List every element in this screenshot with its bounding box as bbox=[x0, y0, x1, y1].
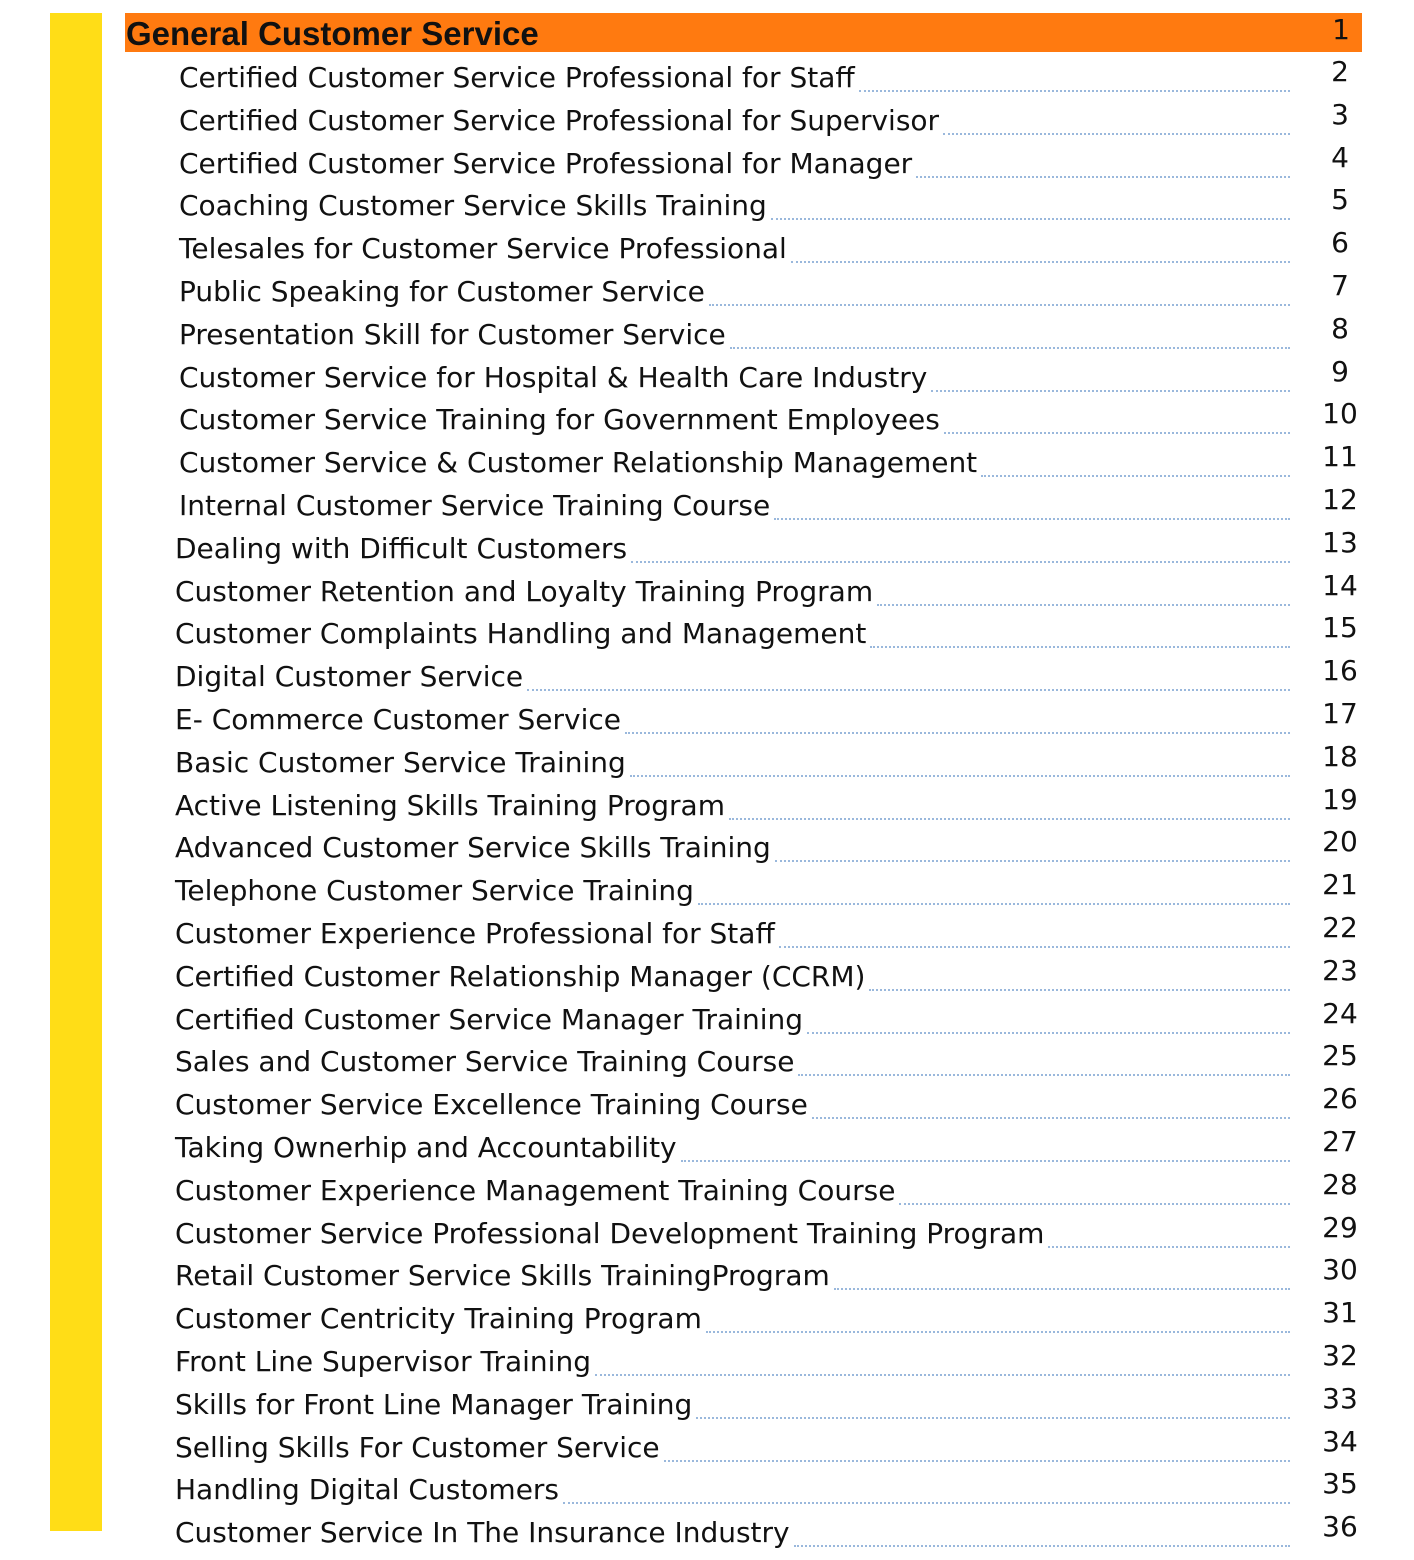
toc-entry-page-number: 18 bbox=[1322, 739, 1358, 773]
toc-entry-page-number: 7 bbox=[1331, 269, 1349, 302]
toc-entry[interactable] bbox=[0, 311, 1414, 355]
toc-dot-leader bbox=[943, 133, 1290, 135]
toc-dot-leader bbox=[870, 646, 1290, 648]
toc-entry[interactable] bbox=[0, 1510, 1414, 1553]
toc-dot-leader bbox=[916, 176, 1290, 178]
toc-entry-page-number: 32 bbox=[1322, 1339, 1358, 1372]
toc-entry-title: Customer Experience Professional for Staff bbox=[175, 917, 775, 950]
toc-dot-leader bbox=[625, 732, 1290, 734]
toc-entry-title: Certified Customer Relationship Manager (CCRM) bbox=[175, 959, 866, 993]
toc-entry-title: Customer Service Excellence Training Course bbox=[175, 1088, 808, 1122]
toc-dot-leader bbox=[709, 304, 1290, 306]
toc-dot-leader bbox=[696, 1417, 1290, 1419]
toc-entry-page-number: 4 bbox=[1331, 140, 1349, 174]
toc-dot-leader bbox=[681, 1160, 1290, 1162]
toc-entry-title: Customer Centricity Training Program bbox=[175, 1302, 702, 1336]
toc-entry-page-number: 30 bbox=[1322, 1253, 1358, 1287]
toc-entry-title: Advanced Customer Service Skills Training bbox=[175, 831, 771, 865]
toc-entry[interactable] bbox=[0, 1296, 1414, 1339]
toc-entry-page-number: 20 bbox=[1322, 825, 1358, 859]
toc-entry[interactable] bbox=[0, 140, 1414, 184]
toc-entry[interactable] bbox=[0, 611, 1414, 654]
toc-entry-page-number: 10 bbox=[1322, 397, 1358, 431]
toc-entry-page-number: 13 bbox=[1322, 525, 1358, 559]
toc-dot-leader bbox=[812, 1117, 1290, 1119]
toc-entry-page-number: 35 bbox=[1322, 1467, 1358, 1501]
toc-entry-page-number: 6 bbox=[1331, 226, 1349, 260]
toc-entry[interactable] bbox=[0, 782, 1414, 826]
toc-entry-page-number: 2 bbox=[1331, 55, 1349, 88]
toc-dot-leader bbox=[527, 689, 1290, 691]
toc-entry[interactable] bbox=[0, 911, 1414, 954]
toc-entry-title: Customer Service Training for Government Employees bbox=[179, 403, 940, 437]
toc-dot-leader bbox=[877, 604, 1290, 606]
toc-entry[interactable] bbox=[0, 226, 1414, 269]
toc-entry-title: Customer Retention and Loyalty Training Program bbox=[175, 574, 874, 608]
toc-entry-title: Front Line Supervisor Training bbox=[175, 1345, 591, 1378]
toc-entry-title: Coaching Customer Service Skills Training bbox=[179, 189, 767, 223]
toc-entry-title: Taking Ownerhip and Accountability bbox=[175, 1131, 677, 1164]
toc-entry[interactable] bbox=[0, 97, 1414, 141]
toc-entry-page-number: 33 bbox=[1322, 1381, 1358, 1415]
toc-dot-leader bbox=[794, 1545, 1290, 1547]
toc-entry[interactable] bbox=[0, 953, 1414, 997]
toc-dot-leader bbox=[730, 347, 1290, 349]
toc-entry-title: Presentation Skill for Customer Service bbox=[179, 317, 726, 351]
toc-entry[interactable] bbox=[0, 739, 1414, 783]
toc-entry[interactable] bbox=[0, 1339, 1414, 1382]
toc-entry-title: Retail Customer Service Skills TrainingProgram bbox=[175, 1259, 830, 1293]
toc-entry-title: Skills for Front Line Manager Training bbox=[175, 1387, 693, 1421]
toc-entry-title: Customer Service & Customer Relationship Management bbox=[179, 446, 978, 480]
toc-entry-page-number: 17 bbox=[1322, 697, 1358, 730]
toc-dot-leader bbox=[630, 775, 1290, 777]
section-page-number: 1 bbox=[1332, 13, 1350, 46]
toc-entry-page-number: 25 bbox=[1322, 1039, 1358, 1073]
toc-entry[interactable] bbox=[0, 183, 1414, 226]
toc-dot-leader bbox=[729, 818, 1290, 820]
toc-entry-page-number: 31 bbox=[1322, 1296, 1358, 1330]
toc-dot-leader bbox=[944, 432, 1290, 434]
toc-entry[interactable] bbox=[0, 1467, 1414, 1510]
toc-entry[interactable] bbox=[0, 697, 1414, 740]
toc-entry[interactable] bbox=[0, 397, 1414, 440]
toc-dot-leader bbox=[595, 1374, 1290, 1376]
toc-entry-page-number: 21 bbox=[1322, 868, 1358, 902]
toc-entry-page-number: 15 bbox=[1322, 611, 1358, 645]
toc-entry-page-number: 22 bbox=[1322, 911, 1358, 944]
toc-entry-page-number: 36 bbox=[1322, 1510, 1358, 1544]
toc-entry[interactable] bbox=[0, 269, 1414, 312]
toc-entry-page-number: 14 bbox=[1322, 568, 1358, 602]
toc-dot-leader bbox=[798, 1074, 1290, 1076]
toc-entry[interactable] bbox=[0, 996, 1414, 1040]
toc-entry[interactable] bbox=[0, 1210, 1414, 1254]
toc-entry-title: Digital Customer Service bbox=[175, 660, 524, 694]
toc-dot-leader bbox=[698, 903, 1290, 905]
toc-entry-page-number: 12 bbox=[1322, 483, 1358, 516]
toc-entry-title: Public Speaking for Customer Service bbox=[179, 275, 705, 308]
toc-entry[interactable] bbox=[0, 1381, 1414, 1425]
toc-entry-page-number: 16 bbox=[1322, 654, 1358, 688]
toc-dot-leader bbox=[1048, 1246, 1290, 1248]
toc-dot-leader bbox=[631, 561, 1290, 563]
toc-entry[interactable] bbox=[0, 354, 1414, 398]
toc-entry-page-number: 28 bbox=[1322, 1167, 1358, 1201]
toc-entry-title: Customer Service Professional Development Training Program bbox=[175, 1216, 1045, 1250]
toc-entry-page-number: 23 bbox=[1322, 953, 1358, 987]
toc-entry-page-number: 11 bbox=[1322, 440, 1358, 474]
toc-entry-page-number: 8 bbox=[1331, 311, 1349, 345]
toc-entry-title: Handling Digital Customers bbox=[175, 1473, 560, 1507]
toc-entry-title: Customer Service In The Insurance Industry bbox=[175, 1516, 790, 1550]
toc-entry-title: Telesales for Customer Service Professional bbox=[179, 232, 787, 266]
toc-dot-leader bbox=[981, 475, 1290, 477]
toc-entry[interactable] bbox=[0, 1253, 1414, 1296]
toc-dot-leader bbox=[807, 1032, 1290, 1034]
toc-entry[interactable] bbox=[0, 1424, 1414, 1468]
toc-entry[interactable] bbox=[0, 654, 1414, 697]
toc-entry-page-number: 26 bbox=[1322, 1082, 1358, 1116]
toc-entry-title: Certified Customer Service Professional for Manager bbox=[179, 146, 913, 180]
toc-dot-leader bbox=[664, 1460, 1290, 1462]
toc-entry[interactable] bbox=[0, 825, 1414, 868]
toc-entry-title: E- Commerce Customer Service bbox=[175, 703, 621, 736]
section-title: General Customer Service bbox=[126, 15, 539, 52]
toc-dot-leader bbox=[774, 518, 1290, 520]
toc-dot-leader bbox=[931, 390, 1290, 392]
toc-entry[interactable] bbox=[0, 1082, 1414, 1125]
toc-dot-leader bbox=[563, 1502, 1290, 1504]
toc-entry-title: Certified Customer Service Manager Training bbox=[175, 1002, 803, 1036]
toc-entry-title: Customer Service for Hospital & Health Care Industry bbox=[179, 360, 928, 394]
toc-entry-page-number: 9 bbox=[1331, 354, 1349, 388]
toc-entry[interactable] bbox=[0, 568, 1414, 612]
toc-entry-page-number: 34 bbox=[1322, 1424, 1358, 1458]
toc-entry[interactable] bbox=[0, 440, 1414, 483]
toc-entry[interactable] bbox=[0, 55, 1414, 98]
toc-dot-leader bbox=[775, 860, 1290, 862]
toc-entry-page-number: 5 bbox=[1331, 183, 1349, 217]
toc-dot-leader bbox=[834, 1288, 1290, 1290]
toc-entry-page-number: 19 bbox=[1322, 782, 1358, 816]
toc-entry-title: Customer Experience Management Training Course bbox=[175, 1173, 896, 1207]
toc-entry-page-number: 24 bbox=[1322, 996, 1358, 1030]
toc-entry-title: Sales and Customer Service Training Course bbox=[175, 1045, 795, 1079]
toc-dot-leader bbox=[899, 1203, 1290, 1205]
toc-entry[interactable] bbox=[0, 1039, 1414, 1082]
toc-entry-title: Dealing with Difficult Customers bbox=[175, 531, 628, 565]
toc-entry[interactable] bbox=[0, 1167, 1414, 1211]
toc-dot-leader bbox=[771, 218, 1290, 220]
toc-entry-title: Telephone Customer Service Training bbox=[175, 874, 694, 908]
toc-entry-title: Selling Skills For Customer Service bbox=[175, 1430, 660, 1464]
toc-entry-page-number: 27 bbox=[1322, 1125, 1358, 1158]
toc-entry-page-number: 29 bbox=[1322, 1210, 1358, 1244]
toc-entry-title: Certified Customer Service Professional for Staff bbox=[179, 61, 855, 94]
toc-entry-title: Basic Customer Service Training bbox=[175, 745, 626, 779]
toc-entry-title: Internal Customer Service Training Course bbox=[179, 489, 771, 522]
toc-dot-leader bbox=[791, 261, 1290, 263]
toc-dot-leader bbox=[706, 1331, 1290, 1333]
toc-entry-page-number: 3 bbox=[1331, 97, 1349, 131]
toc-dot-leader bbox=[779, 946, 1290, 948]
toc-entry-title: Customer Complaints Handling and Management bbox=[175, 617, 867, 651]
toc-entry[interactable] bbox=[0, 483, 1414, 526]
toc-entry[interactable] bbox=[0, 868, 1414, 911]
toc-dot-leader bbox=[859, 90, 1290, 92]
toc-entry-title: Certified Customer Service Professional for Supervisor bbox=[179, 103, 940, 137]
toc-entry[interactable] bbox=[0, 525, 1414, 569]
toc-entry-title: Active Listening Skills Training Program bbox=[175, 788, 725, 822]
toc-dot-leader bbox=[869, 989, 1290, 991]
toc-entry[interactable] bbox=[0, 1125, 1414, 1168]
